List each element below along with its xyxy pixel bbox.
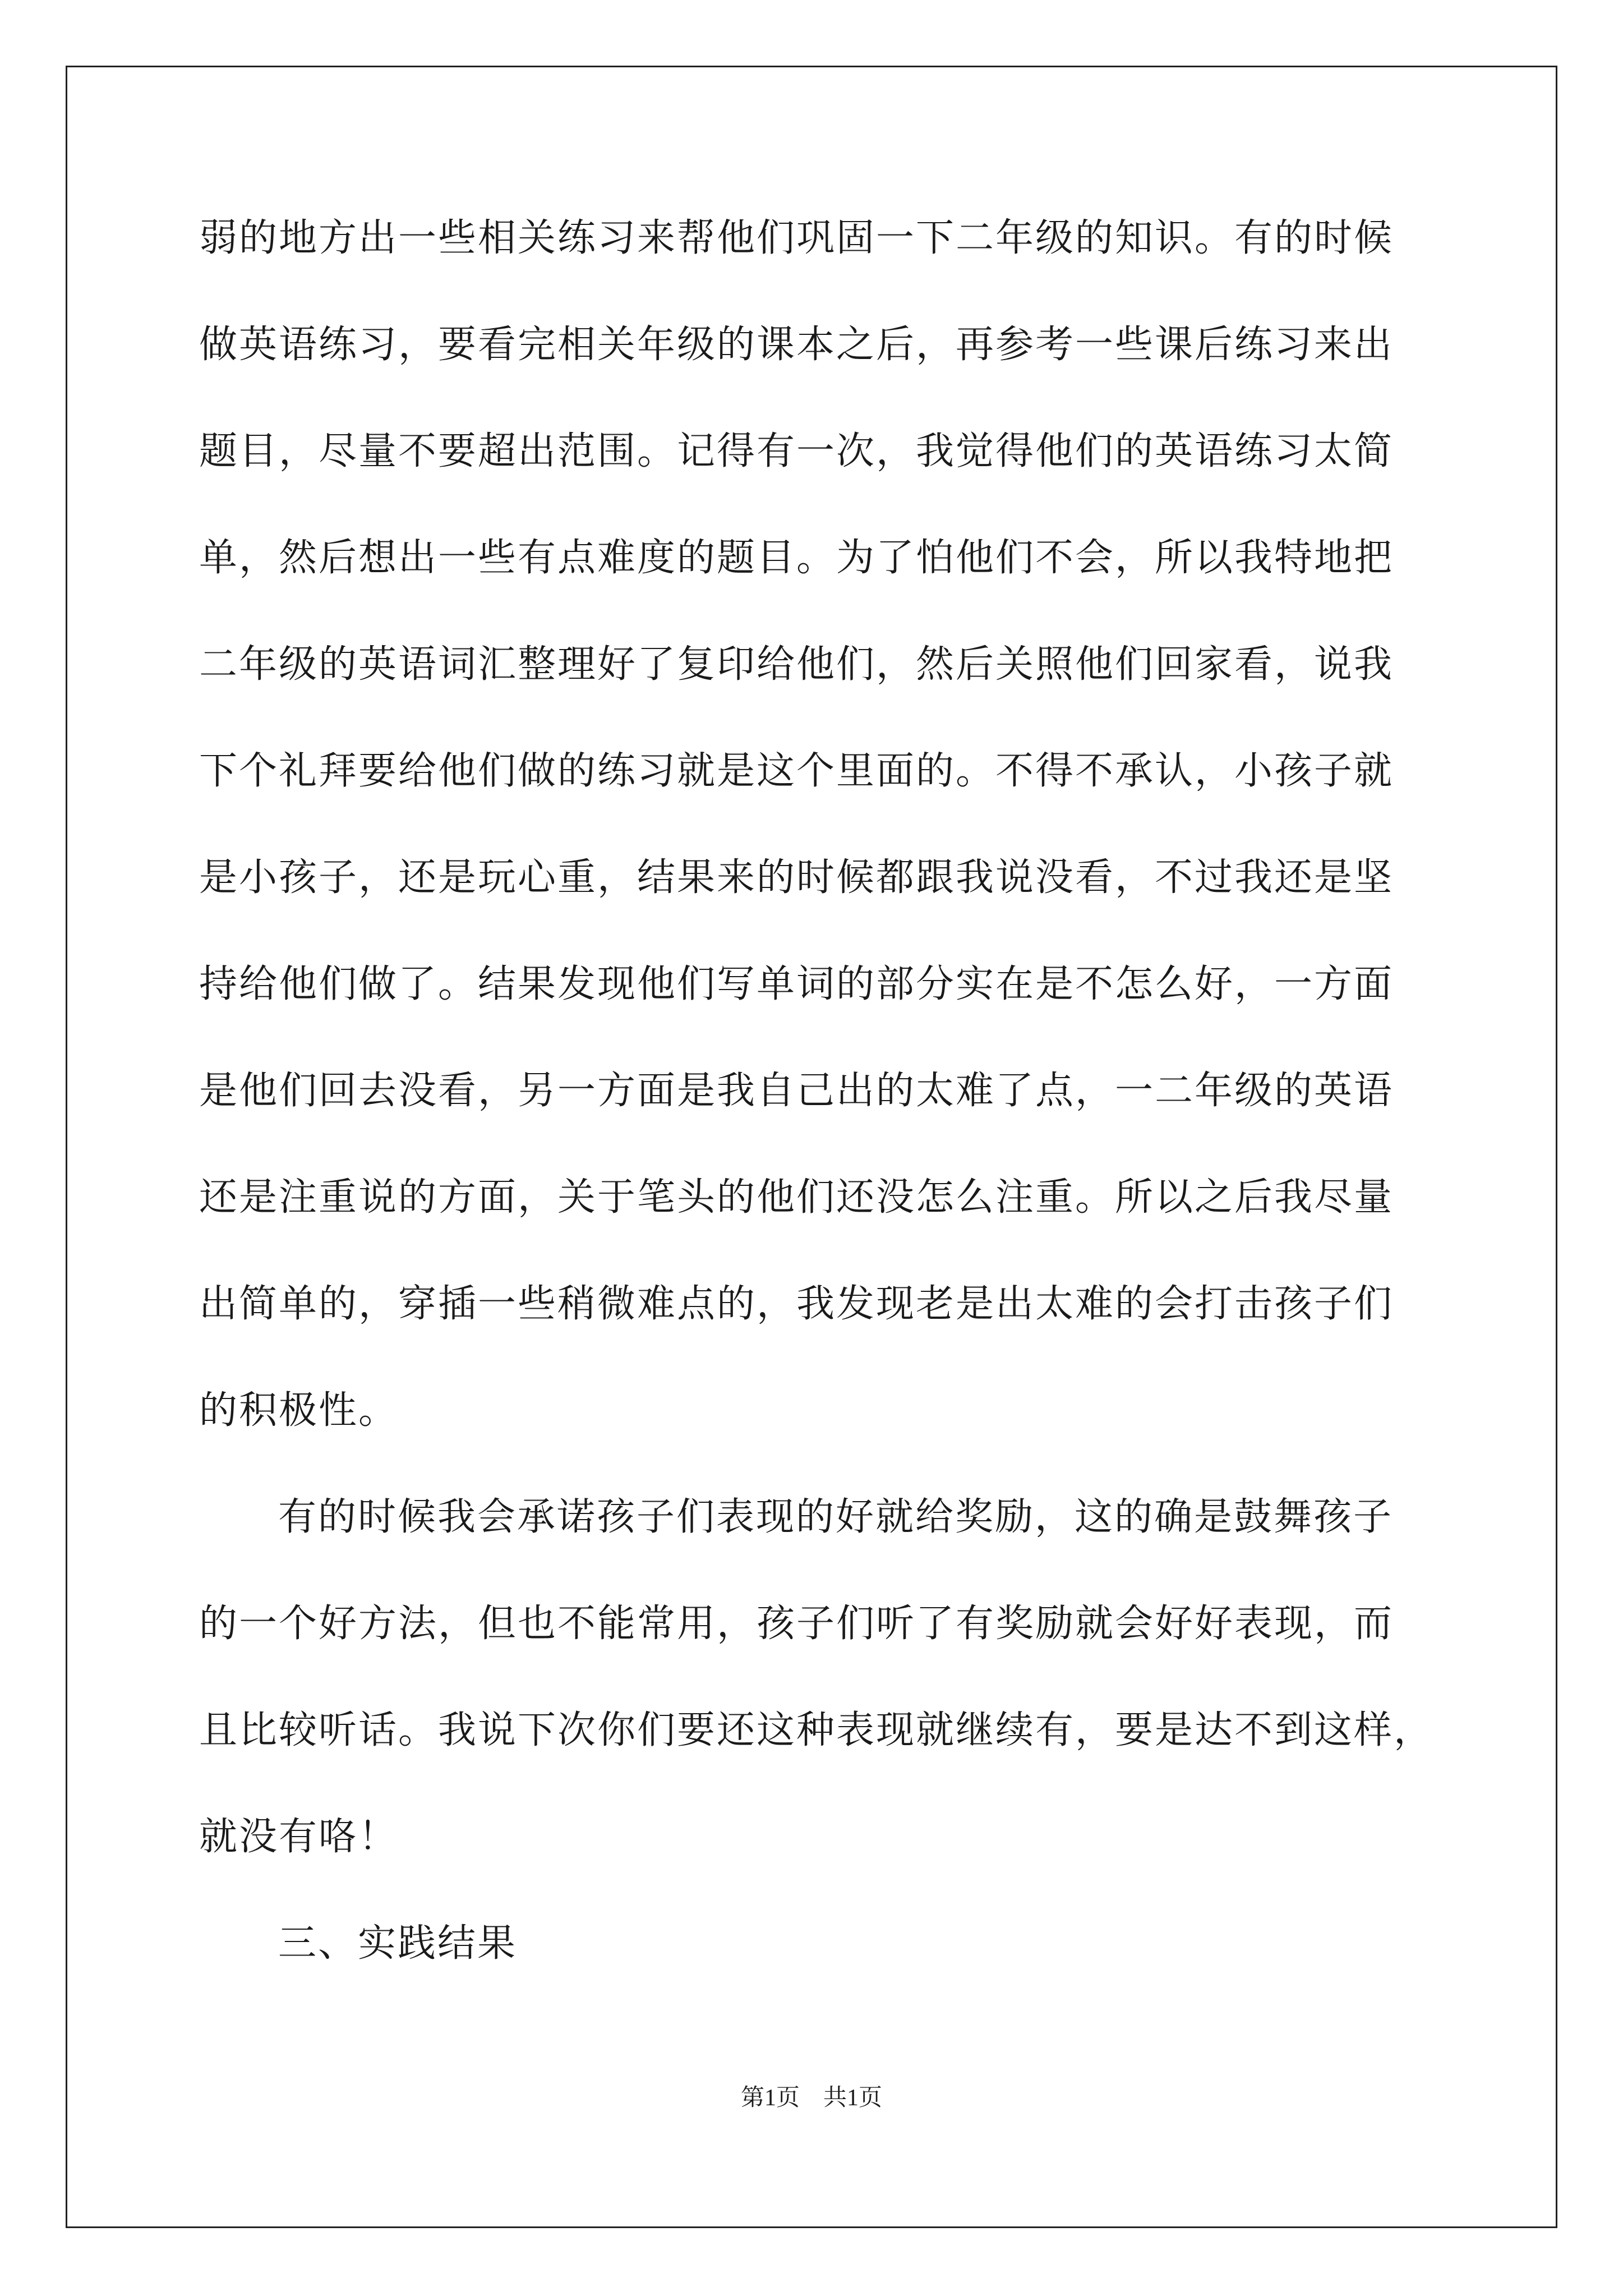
text-line: 且比较听话。我说下次你们要还这种表现就继续有，要是达不到这样， [199, 1708, 1434, 1752]
text-line: 持给他们做了。结果发现他们写单词的部分实在是不怎么好，一方面 [199, 962, 1394, 1006]
paragraph-start-line: 有的时候我会承诺孩子们表现的好就给奖励，这的确是鼓舞孩子 [278, 1495, 1394, 1539]
text-line: 题目，尽量不要超出范围。记得有一次，我觉得他们的英语练习太简 [199, 429, 1394, 473]
document-body [199, 213, 1450, 2025]
text-line: 就没有咯！ [199, 1815, 399, 1859]
text-line: 还是注重说的方面，关于笔头的他们还没怎么注重。所以之后我尽量 [199, 1175, 1394, 1220]
text-line: 下个礼拜要给他们做的练习就是这个里面的。不得不承认，小孩子就 [199, 749, 1394, 793]
text-line: 做英语练习，要看完相关年级的课本之后，再参考一些课后练习来出 [199, 323, 1394, 367]
text-line: 的积极性。 [199, 1388, 399, 1433]
section-heading: 三、实践结果 [278, 1921, 518, 1966]
text-line: 出简单的，穿插一些稍微难点的，我发现老是出太难的会打击孩子们 [199, 1282, 1394, 1326]
text-line: 是他们回去没看，另一方面是我自己出的太难了点，一二年级的英语 [199, 1069, 1394, 1113]
text-line: 弱的地方出一些相关练习来帮他们巩固一下二年级的知识。有的时候 [199, 216, 1394, 260]
text-line: 是小孩子，还是玩心重，结果来的时候都跟我说没看，不过我还是坚 [199, 855, 1394, 900]
text-line: 的一个好方法，但也不能常用，孩子们听了有奖励就会好好表现，而 [199, 1602, 1394, 1646]
page-number-footer: 第1页 共1页 [740, 2085, 882, 2111]
text-line: 二年级的英语词汇整理好了复印给他们，然后关照他们回家看，说我 [199, 642, 1394, 687]
text-line: 单，然后想出一些有点难度的题目。为了怕他们不会，所以我特地把 [199, 536, 1394, 580]
